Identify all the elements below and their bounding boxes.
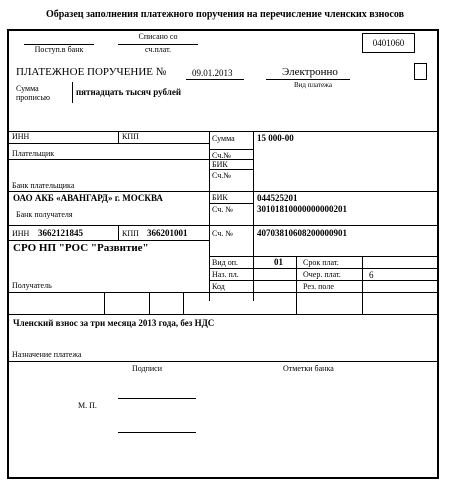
codes-right-divider: [362, 256, 363, 292]
budget-divider-1: [104, 292, 105, 314]
inn-kpp-divider: [118, 131, 119, 143]
bank-section-line: [209, 191, 437, 192]
srok-label: Срок плат.: [303, 258, 339, 267]
payee-bik-bottom: [209, 203, 253, 204]
payer-col-divider: [209, 131, 210, 301]
ocher-label: Очер. плат.: [303, 270, 341, 279]
acc2-line: [209, 169, 253, 170]
vid-op-value: 01: [274, 257, 283, 267]
postup-label: Поступ.в банк: [34, 45, 84, 54]
payer-account2-label: Сч.№: [212, 171, 231, 180]
payer-kpp-label: КПП: [122, 132, 139, 141]
payee-bank-label: Банк получателя: [16, 210, 73, 219]
signature-line-2: [118, 432, 196, 433]
budget-divider-3: [183, 292, 184, 314]
recipient-label: Получатель: [12, 281, 52, 290]
signatures-label: Подписи: [132, 364, 163, 373]
sch-plat-label: сч.плат.: [145, 45, 171, 54]
form-code: 0401060: [372, 38, 405, 48]
document-title: Образец заполнения платежного поручения на перечисление членских взносов: [45, 9, 405, 20]
payee-inn-kpp-divider: [118, 225, 119, 240]
kod-label: Код: [212, 282, 225, 291]
payer-bik-label: БИК: [212, 160, 228, 169]
naz-pl-label: Наз. пл.: [212, 270, 239, 279]
payment-type-label: Вид платежа: [294, 81, 333, 89]
payer-name-bottom: [9, 159, 209, 160]
payee-bank-account-value: 30101810000000000201: [257, 204, 347, 214]
status-box: [414, 63, 427, 80]
spisano-label: Списано со: [138, 32, 178, 41]
payer-top-line: [9, 131, 437, 132]
payment-type-line: [266, 79, 350, 80]
payee-inn-bottom: [9, 240, 209, 241]
budget-row-top: [9, 292, 437, 293]
vid-op-label: Вид оп.: [212, 258, 238, 267]
signature-line-1: [118, 398, 196, 399]
payee-inn-label: ИНН: [12, 229, 30, 238]
purpose-label: Назначение платежа: [12, 350, 82, 359]
sum-words-label-2: прописью: [16, 93, 51, 102]
payee-name: СРО НП "РОС "Развитие": [13, 242, 149, 254]
bank-marks-label: Отметки банка: [283, 364, 334, 373]
rez-label: Рез. поле: [303, 282, 334, 291]
sum-value: 15 000-00: [257, 133, 294, 143]
payer-inn-label: ИНН: [12, 132, 30, 141]
payer-bank-label: Банк плательщика: [12, 181, 75, 190]
sum-words-value: пятнадцать тысяч рублей: [76, 87, 182, 97]
sum-label: Сумма: [212, 134, 235, 143]
budget-row-bottom: [9, 314, 437, 315]
payer-label: Плательщик: [12, 149, 55, 158]
inn-kpp-bottom: [9, 143, 209, 144]
purpose-bottom-line: [9, 361, 437, 362]
payment-type: Электронно: [282, 66, 338, 78]
budget-divider-2: [149, 292, 150, 314]
payee-bank-account-label: Сч. №: [212, 205, 233, 214]
payer-bank-bottom: [9, 191, 209, 192]
payer-account-label: Сч.№: [212, 151, 231, 160]
stamp-label: М. П.: [78, 401, 97, 410]
date-line: [186, 79, 244, 80]
codes-top-line: [209, 256, 437, 257]
payee-account-value: 40703810608200000901: [257, 228, 347, 238]
ocher-value: 6: [369, 270, 374, 280]
payee-bank-name: ОАО АКБ «АВАНГАРД» г. МОСКВА: [13, 193, 163, 203]
payee-account-label: Сч. №: [212, 229, 233, 238]
payee-bik-label: БИК: [212, 193, 228, 202]
codes-line-2: [209, 280, 437, 281]
sum-words-label-1: Сумма: [16, 84, 39, 93]
value-col-divider: [253, 131, 254, 301]
budget-divider-5: [362, 292, 363, 314]
purpose-text: Членский взнос за три месяца 2013 года, без НДС: [13, 318, 215, 328]
payee-inn-value: 3662121845: [38, 228, 83, 238]
order-title: ПЛАТЕЖНОЕ ПОРУЧЕНИЕ №: [16, 66, 167, 78]
payee-top-line: [9, 225, 437, 226]
payee-kpp-label: КПП: [122, 229, 139, 238]
codes-line-1: [209, 268, 437, 269]
payee-kpp-value: 366201001: [147, 228, 188, 238]
order-date: 09.01.2013: [192, 68, 233, 78]
sum-words-divider: [72, 82, 73, 103]
codes-mid-divider: [296, 256, 297, 292]
sum-cell-bottom: [209, 149, 253, 150]
payee-bik-value: 044525201: [257, 193, 298, 203]
budget-divider-4: [296, 292, 297, 314]
